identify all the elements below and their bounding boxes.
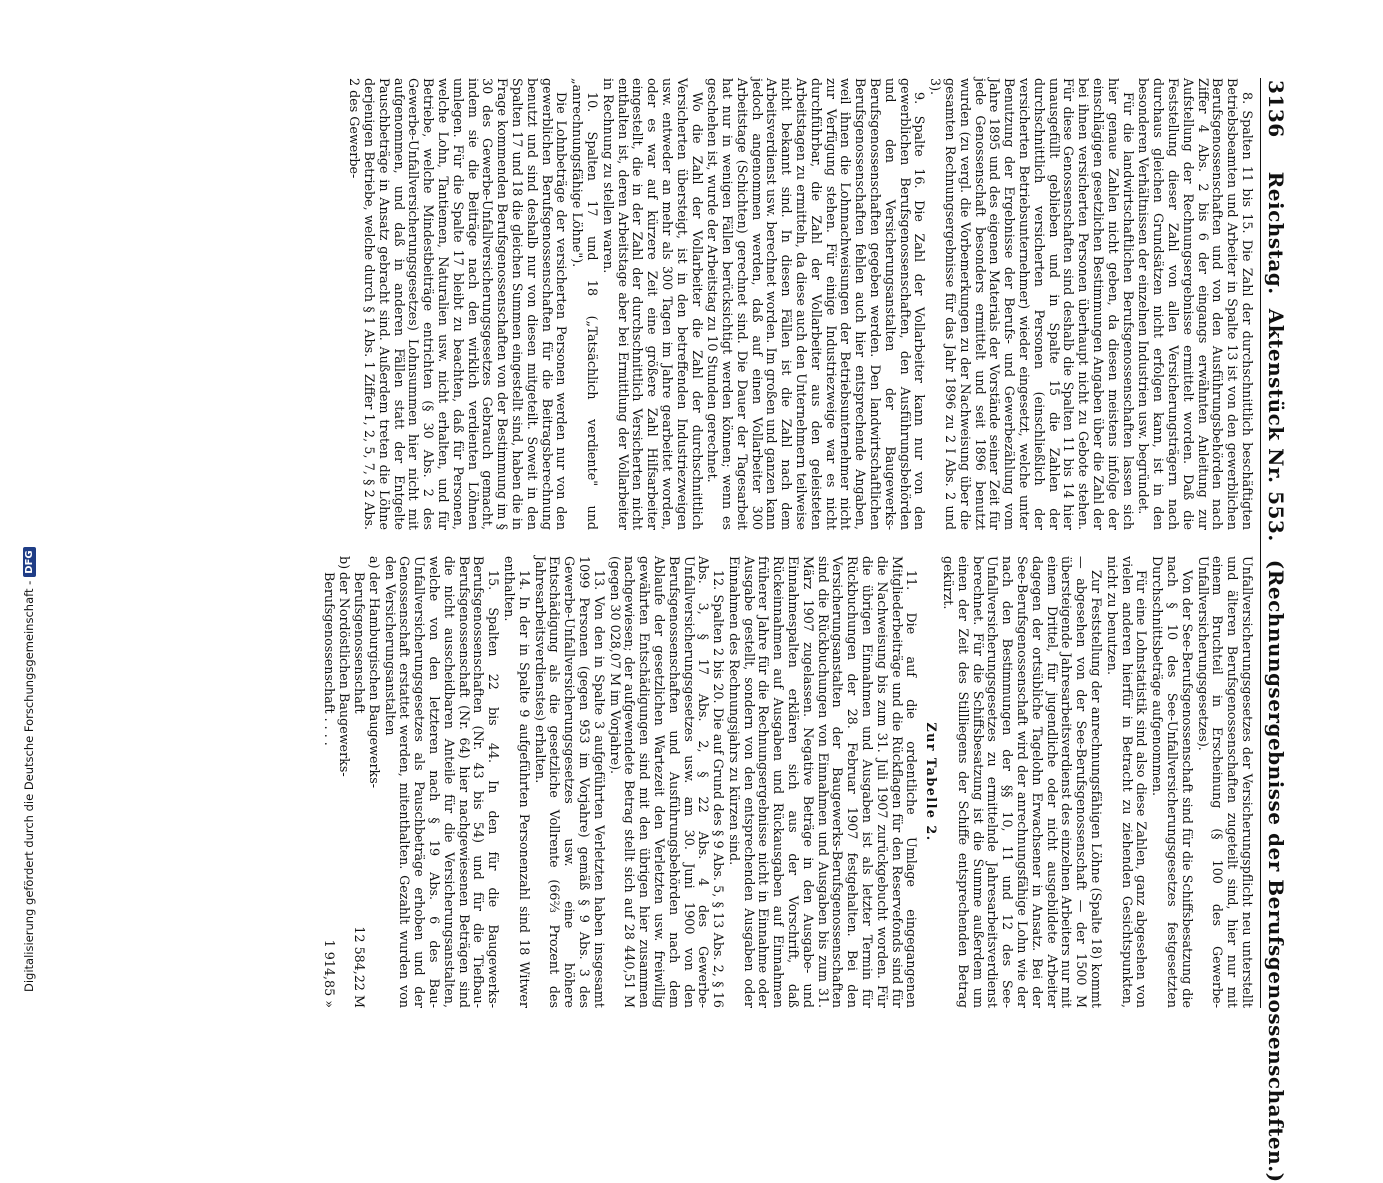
page-number: 3136 [1264,80,1288,138]
digitization-credit-sidebar [0,0,36,1000]
digitization-credit [22,547,36,992]
rotated-page-content [88,78,1298,1183]
paragraph: 9. Spalte 16. Die Zahl der Vollarbeiter kann nur von den gewerblichen Berufsgenossenschaften, den Ausführungsbehörden und den Versicherungsanstalten der Baugewerks-Berufsgenossenschaften gegeben werden. Den landwirtschaftlichen Berufsgenossenschaften fehlen auch hier entsprechende Angaben, weil ihnen die Lohnnachweisungen der Betriebsunternehmer nicht zur Verfügung stehen. Für einige Industriezweige war es nicht durchführbar, die Zahl der Vollarbeiter aus den geleisteten Arbeitstagen zu ermitteln, da diese auch den Unternehmern teilweise nicht bekannt sind. In diesen Fällen ist die Zahl nach dem Arbeitsverdienst usw. berechnet worden. Im großen und ganzen kann jedoch angenommen werden, daß auf einen Vollarbeiter 300 Arbeitstage (Schichten) gerechnet sind. Die Dauer der Tagesarbeit hat nur in wenigen Fällen berücksichtigt werden können; wenn es geschehen ist, wurde der Arbeitstag zu 10 Stunden gerechnet. [705,78,928,530]
payments-list [322,556,381,1008]
right-column [94,556,1254,1008]
paragraph: Unfallversicherungsgesetzes der Versicherungspflicht neu unterstellt und älteren Berufsgenossenschaften zugeteilt sind, hier nur mit einem Bruchteil in Erscheinung (§ 100 des Gewerbe-Unfallversicherungsgesetzes). [1195,556,1255,1008]
list-item [336,556,351,1008]
list-item-text: der Nordöstlichen Baugewerks- [337,572,353,777]
paragraph: 10. Spalten 17 und 18 („Tatsächlich verdiente" und „anrechnungsfähige Löhne"). [570,78,600,530]
list-item-amount: 12 584,22 M [351,926,367,1008]
document-number: Aktenstück Nr. 553. [1264,308,1288,542]
paragraph: 11. Die auf die ordentliche Umlage eingegangenen Mitgliederbeiträge und die Rückflagen für den Reservefonds sind für die Nachweisung bis zum 31. Juli 1907 zurückgebucht worden. Für die übrigen Einnahmen und Ausgaben ist als letzter Termin für Rückbuchungen der 28. Februar 1907 festgehalten. Bei den Versicherungsanstalten der Baugewerks-Berufsgenossenschaften sind die Rückbuchungen von Einnahmen und Ausgaben bis zum 31. März 1907 zugelassen. Negative Beträge in den Ausgabe- und Einnahmespalten erklären sich aus der Vorschrift, daß Rückeinnahmen auf Ausgaben und Rückausgaben auf Einnahmen früherer Jahre für die Rechnungsergebnisse nicht in Einnahme oder Ausgabe gestellt, sondern von den entsprechenden Ausgaben oder Einnahmen des Rechnungsjahrs zu kürzen sind. [726,556,920,1008]
list-item-text: Berufsgenossenschaft . . . . [322,572,338,746]
text-columns [94,78,1254,1008]
credit-text: Digitalisierung gefördert durch die Deutsche Forschungsgemeinschaft - [22,580,36,992]
paragraph: Wo die Zahl der Vollarbeiter die Zahl der durchschnittlich Versicherten übersteigt, ist in den betreffenden Industriezweigen usw. entweder an mehr als 300 Tagen im Jahre gearbeitet worden, oder es war auf kürzere Zeit eine größere Zahl Hilfsarbeiter eingestellt, die in der Zahl der durchschnittlich Versicherten nicht enthalten ist, deren Arbeitstage aber bei Ermittlung der Vollarbeiter in Rechnung zu stellen waren. [600,78,705,530]
scanned-page [88,78,1298,1183]
paragraph: Die Lohnbeträge der versicherten Personen werden nur von den gewerblichen Berufsgenossenschaften für die Beitragsberechnung benutzt und sind deshalb nur von diesen mitgeteilt. Soweit in den Spalten 17 und 18 die gleichen Summen eingestellt sind, haben die in Frage kommenden Berufsgenossenschaften von der Bestimmung im § 30 des Gewerbe-Unfallversicherungsgesetzes Gebrauch gemacht, indem sie die Beiträge nach den wirklich verdienten Löhnen umlegen. Für die Spalte 17 bleibt zu beachten, daß für Personen, welche Lohn, Tantiemen, Naturalien usw. nicht erhalten, und für Betriebe, welche Mindestbeiträge entrichten (§ 30 Abs. 2 des Gewerbe-Unfallversicherungsgesetzes) Lohnsummen hier nicht mit aufgenommen, und daß in anderen Fällen statt der Entgelte Pauschbeträge in Ansatz gebracht sind. Außerdem treten die Löhne derjenigen Betriebe, welche durch § 1 Abs. 1 Ziffer 1, 2, 5, 7, § 2 Abs. 2 des Gewerbe- [347,78,570,530]
left-column [94,78,1254,530]
paragraph: 13. Von den in Spalte 3 aufgeführten Verletzten haben insgesamt 1099 Personen (gegen 953 im Vorjahre) gemäß § 9 Abs. 3 des Gewerbe-Unfallversicherungsgesetzes usw. eine höhere Entschädigung als die gesetzliche Vollrente (66⅔ Prozent des Jahresarbeitsverdienstes) erhalten. [532,556,607,1008]
list-item-label: a) [366,556,382,569]
paragraph: 15. Spalten 22 bis 44. In den für die Baugewerks-Berufsgenossenschaften (Nr. 43 bis 54) und für die Tiefbau-Berufsgenossenschaft (Nr. 64) hier nachgewiesenen Beträgen sind die nicht ausscheidbaren Anteile für die Versicherungsanstalten, welche von den letzteren nach § 19 Abs. 6 des Bau-Unfallversicherungsgesetzes als Pauschbeträge erhoben und der Genossenschaft erstattet werden, mitenthalten. Gezahlt wurden von den Versicherungsanstalten [382,556,502,1008]
source-title: Reichstag. [1264,171,1288,295]
paragraph: 8. Spalten 11 bis 15. Die Zahl der durchschnittlich beschäftigten Betriebsbeamten und Arbeiter in Spalte 13 ist von den gewerblichen Berufsgenossenschaften und von den Ausführungsbehörden nach Ziffer 4 Abs. 2 bis 6 der eingangs erwähnten Anleitung zur Aufstellung der Rechnungsergebnisse ermittelt worden. Daß die Feststellung dieser Zahl von allen Versicherungsträgern nach durchaus gleichen Grundsätzen nicht erfolgen kann, ist in den besonderen Verhältnissen der einzelnen Industrien usw. begründet. [1136,78,1255,530]
section-heading: Zur Tabelle 2. [924,722,940,842]
dfg-logo: DFG [23,547,36,576]
paragraph: 14. In der in Spalte 9 aufgeführten Personenzahl sind 18 Witwer enthalten. [501,556,532,1008]
list-item-amount: 1 914,85 » [322,939,338,1008]
list-item-text: der Hamburgischen Baugewerks- [366,572,382,789]
list-item-label: b) [337,556,353,570]
list-item [322,556,337,1008]
paragraph: Von der See-Berufsgenossenschaft sind für die Schiffsbesatzung die nach § 10 des See-Unfallversicherungsgesetzes festgesetzten Durchschnittsbeträge aufgenommen. [1150,556,1195,1008]
page-header [1260,78,1298,1183]
paragraph: Zur Feststellung der anrechnungsfähigen Löhne (Spalte 18) kommt — abgesehen von der See-Berufsgenossenschaft — der 1500 M übersteigende Jahresarbeitsverdienst des einzelnen Arbeiters nur mit einem Drittel, für jugendliche oder nicht ausgebildete Arbeiter dagegen der ortsübliche Tagelohn Erwachsener in Ansatz. Bei der See-Berufsgenossenschaft wird der anrechnungsfähige Lohn wie der nach den Bestimmungen der §§ 10, 11 und 12 des See-Unfallversicherungsgesetzes zu ermittelnde Jahresarbeitsverdienst berechnet. Für die Schiffsbesatzung ist die Summe außerdem um einen der Zeit des Stillliegens der Schiffe entsprechenden Betrag gekürzt. [941,556,1105,1008]
paragraph: 12. Spalten 2 bis 20. Die auf Grund des § 9 Abs. 5, § 13 Abs. 2, § 16 Abs. 3, § 17 Abs. 2, § 22 Abs. 4 des Gewerbe-Unfallversicherungsgesetzes usw. am 30. Juni 1900 von den Berufsgenossenschaften und Ausführungsbehörden nach dem Ablaufe der gesetzlichen Wartezeit den Verletzten usw. freiwillig gewährten Entschädigungen sind mit den übrigen hier zusammen nachgewiesen; der aufgewendete Betrag stellt sich auf 28 440,51 M (gegen 30 028,07 M im Vorjahre). [607,556,727,1008]
paragraph: Für eine Lohnstatistik sind also diese Zahlen, ganz abgesehen von vielen anderen hierfür in Betracht zu ziehenden Gesichtspunkten, nicht zu benutzen. [1104,556,1150,1008]
document-subject: (Rechnungsergebnisse der Berufsgenossenschaften.) [1264,559,1288,1183]
list-item-text: Berufsgenossenschaft [351,572,367,714]
list-item [366,556,381,1008]
list-item [351,556,366,1008]
paragraph: Für die landwirtschaftlichen Berufsgenossenschaften lassen sich hier genaue Zahlen nicht geben, da diesen meistens infolge der einschlägigen gesetzlichen Bestimmungen Angaben über die Zahl der bei ihnen versicherten Personen überhaupt nicht zu Gebote stehen. Für diese Genossenschaften sind deshalb die Spalten 11 bis 14 hier unausgefüllt geblieben und in Spalte 15 die Zahlen der durchschnittlich versicherten Personen (einschließlich der versicherten Betriebsunternehmer) wieder eingesetzt, welche unter Benutzung der Ergebnisse der Berufs- und Gewerbezählung vom Jahre 1895 und des eigenen Materials der Vorstände seiner Zeit für jede Genossenschaft besonders ermittelt und seit 1896 benutzt wurden (zu vergl. die Vorbemerkungen zu der Nachweisung über die gesamten Rechnungsergebnisse für das Jahr 1896 zu 2 I Abs. 2 und 3). [928,78,1136,530]
